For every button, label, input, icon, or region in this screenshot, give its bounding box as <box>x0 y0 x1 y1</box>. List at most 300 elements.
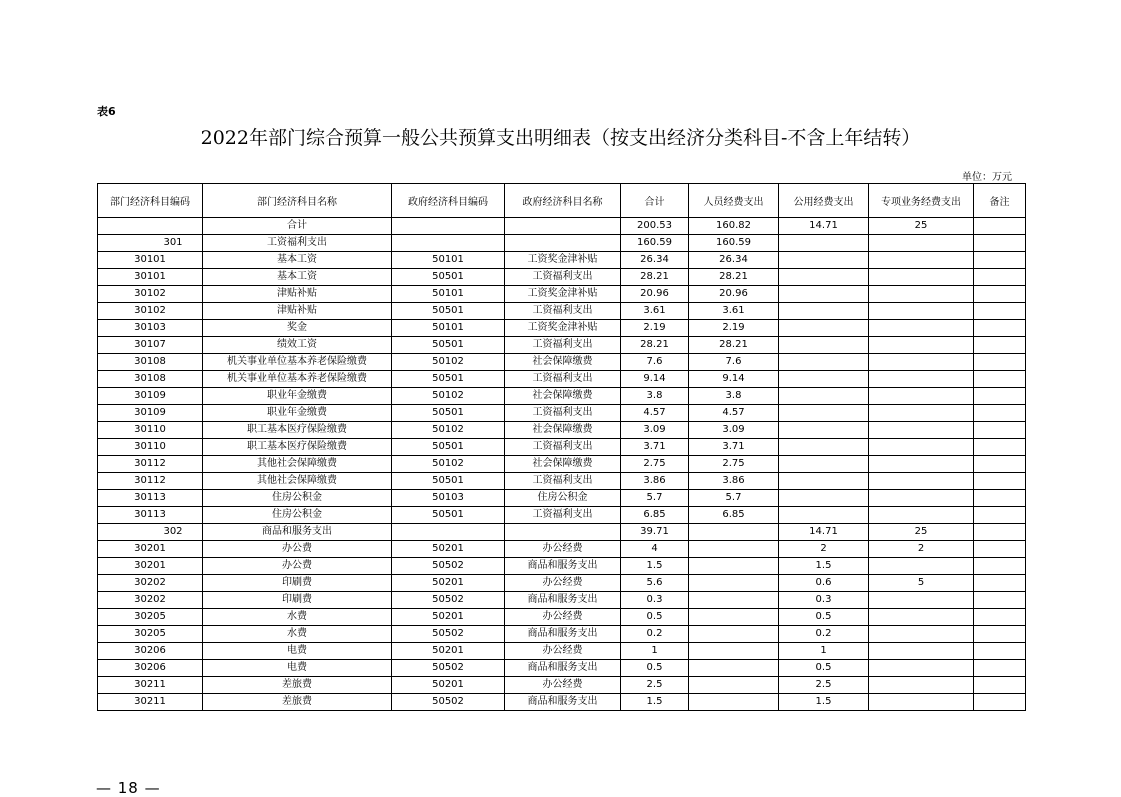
personnel-cell <box>689 609 779 626</box>
gov-name-cell: 社会保障缴费 <box>505 456 621 473</box>
personnel-cell: 160.82 <box>689 218 779 235</box>
special-cell <box>869 694 974 711</box>
personnel-cell: 26.34 <box>689 252 779 269</box>
public-cell <box>779 337 869 354</box>
personnel-cell <box>689 677 779 694</box>
gov-code-cell: 50501 <box>392 371 505 388</box>
total-cell: 5.7 <box>621 490 689 507</box>
remarks-header: 备注 <box>974 184 1026 218</box>
dept-code-cell: 30202 <box>98 575 203 592</box>
gov-name-cell: 工资福利支出 <box>505 507 621 524</box>
dept-name-cell: 绩效工资 <box>203 337 392 354</box>
total-cell: 39.71 <box>621 524 689 541</box>
gov-code-cell: 50501 <box>392 405 505 422</box>
gov-code-cell: 50201 <box>392 541 505 558</box>
public-cell <box>779 507 869 524</box>
dept-name-cell: 办公费 <box>203 541 392 558</box>
total-cell: 6.85 <box>621 507 689 524</box>
personnel-cell: 3.71 <box>689 439 779 456</box>
page-number: — 18 — <box>96 779 161 797</box>
total-cell: 1 <box>621 643 689 660</box>
remarks-cell <box>974 371 1026 388</box>
special-cell <box>869 286 974 303</box>
dept-code-cell: 30112 <box>98 473 203 490</box>
public-cell <box>779 473 869 490</box>
gov-code-cell: 50501 <box>392 473 505 490</box>
special-cell <box>869 660 974 677</box>
remarks-cell <box>974 575 1026 592</box>
personnel-cell <box>689 626 779 643</box>
table-row <box>98 320 1026 337</box>
gov-name-header: 政府经济科目名称 <box>505 184 621 218</box>
personnel-cell <box>689 524 779 541</box>
total-cell: 4 <box>621 541 689 558</box>
gov-name-cell <box>505 524 621 541</box>
dept-code-cell: 302 <box>98 524 203 541</box>
table-row <box>98 405 1026 422</box>
gov-code-cell: 50102 <box>392 456 505 473</box>
budget-detail-table <box>97 183 1026 711</box>
total-cell: 1.5 <box>621 694 689 711</box>
table-row <box>98 422 1026 439</box>
dept-name-cell: 机关事业单位基本养老保险缴费 <box>203 354 392 371</box>
gov-name-cell: 办公经费 <box>505 643 621 660</box>
table-row <box>98 660 1026 677</box>
table-row <box>98 354 1026 371</box>
special-cell <box>869 388 974 405</box>
table-row <box>98 626 1026 643</box>
gov-code-cell <box>392 524 505 541</box>
dept-name-cell: 津贴补贴 <box>203 286 392 303</box>
table-row <box>98 592 1026 609</box>
remarks-cell <box>974 422 1026 439</box>
total-cell: 9.14 <box>621 371 689 388</box>
dept-code-cell: 30211 <box>98 677 203 694</box>
total-cell: 1.5 <box>621 558 689 575</box>
dept-code-header: 部门经济科目编码 <box>98 184 203 218</box>
table-header-row <box>98 184 1026 218</box>
special-header: 专项业务经费支出 <box>869 184 974 218</box>
gov-name-cell: 工资福利支出 <box>505 303 621 320</box>
total-cell: 20.96 <box>621 286 689 303</box>
remarks-cell <box>974 320 1026 337</box>
total-cell: 26.34 <box>621 252 689 269</box>
dept-code-cell: 30211 <box>98 694 203 711</box>
total-cell: 3.09 <box>621 422 689 439</box>
gov-name-cell: 工资福利支出 <box>505 269 621 286</box>
remarks-cell <box>974 337 1026 354</box>
gov-name-cell: 工资福利支出 <box>505 473 621 490</box>
gov-code-cell: 50201 <box>392 609 505 626</box>
special-cell <box>869 252 974 269</box>
dept-name-cell: 基本工资 <box>203 269 392 286</box>
gov-code-cell: 50502 <box>392 626 505 643</box>
dept-name-cell: 职业年金缴费 <box>203 388 392 405</box>
total-cell: 5.6 <box>621 575 689 592</box>
public-cell: 0.5 <box>779 660 869 677</box>
table-number: 表6 <box>97 105 116 118</box>
special-cell: 25 <box>869 524 974 541</box>
special-cell <box>869 626 974 643</box>
dept-name-cell: 差旅费 <box>203 677 392 694</box>
gov-name-cell: 工资福利支出 <box>505 371 621 388</box>
special-cell <box>869 558 974 575</box>
remarks-cell <box>974 694 1026 711</box>
gov-code-cell: 50502 <box>392 694 505 711</box>
table-row <box>98 643 1026 660</box>
dept-name-cell: 电费 <box>203 660 392 677</box>
personnel-cell: 3.86 <box>689 473 779 490</box>
gov-name-cell: 工资福利支出 <box>505 439 621 456</box>
total-cell: 2.5 <box>621 677 689 694</box>
personnel-cell: 2.19 <box>689 320 779 337</box>
special-cell <box>869 337 974 354</box>
personnel-cell: 160.59 <box>689 235 779 252</box>
dept-name-cell: 职业年金缴费 <box>203 405 392 422</box>
total-cell: 3.8 <box>621 388 689 405</box>
personnel-cell <box>689 592 779 609</box>
gov-code-cell: 50502 <box>392 592 505 609</box>
personnel-cell: 3.8 <box>689 388 779 405</box>
personnel-cell: 9.14 <box>689 371 779 388</box>
table-row <box>98 252 1026 269</box>
dept-code-cell: 30108 <box>98 371 203 388</box>
public-cell <box>779 269 869 286</box>
special-cell <box>869 269 974 286</box>
table-row <box>98 439 1026 456</box>
total-cell: 200.53 <box>621 218 689 235</box>
remarks-cell <box>974 252 1026 269</box>
remarks-cell <box>974 609 1026 626</box>
table-row <box>98 235 1026 252</box>
public-header: 公用经费支出 <box>779 184 869 218</box>
remarks-cell <box>974 218 1026 235</box>
gov-code-cell: 50103 <box>392 490 505 507</box>
gov-name-cell: 商品和服务支出 <box>505 558 621 575</box>
unit-label: 单位：万元 <box>962 172 1012 183</box>
personnel-cell <box>689 660 779 677</box>
dept-name-cell: 办公费 <box>203 558 392 575</box>
total-cell: 28.21 <box>621 337 689 354</box>
gov-name-cell: 办公经费 <box>505 541 621 558</box>
table-row <box>98 558 1026 575</box>
dept-name-cell: 印刷费 <box>203 592 392 609</box>
public-cell: 0.6 <box>779 575 869 592</box>
personnel-cell <box>689 575 779 592</box>
special-cell <box>869 235 974 252</box>
gov-code-cell: 50501 <box>392 303 505 320</box>
public-cell: 2 <box>779 541 869 558</box>
special-cell <box>869 303 974 320</box>
dept-name-cell: 津贴补贴 <box>203 303 392 320</box>
dept-name-cell: 基本工资 <box>203 252 392 269</box>
special-cell: 5 <box>869 575 974 592</box>
public-cell <box>779 388 869 405</box>
personnel-cell <box>689 541 779 558</box>
public-cell <box>779 422 869 439</box>
total-cell: 2.19 <box>621 320 689 337</box>
remarks-cell <box>974 405 1026 422</box>
remarks-cell <box>974 286 1026 303</box>
remarks-cell <box>974 677 1026 694</box>
table-row <box>98 524 1026 541</box>
table-row <box>98 490 1026 507</box>
public-cell <box>779 456 869 473</box>
public-cell: 0.2 <box>779 626 869 643</box>
total-cell: 0.5 <box>621 660 689 677</box>
public-cell <box>779 303 869 320</box>
gov-name-cell: 工资奖金津补贴 <box>505 286 621 303</box>
personnel-cell: 4.57 <box>689 405 779 422</box>
gov-code-cell: 50101 <box>392 320 505 337</box>
remarks-cell <box>974 235 1026 252</box>
public-cell: 1.5 <box>779 558 869 575</box>
dept-name-cell: 水费 <box>203 609 392 626</box>
special-cell <box>869 473 974 490</box>
dept-code-cell: 30206 <box>98 643 203 660</box>
gov-name-cell <box>505 235 621 252</box>
special-cell <box>869 371 974 388</box>
special-cell <box>869 643 974 660</box>
dept-code-cell: 30107 <box>98 337 203 354</box>
table-row <box>98 677 1026 694</box>
public-cell: 1 <box>779 643 869 660</box>
gov-name-cell: 商品和服务支出 <box>505 660 621 677</box>
table-row <box>98 456 1026 473</box>
total-cell: 3.71 <box>621 439 689 456</box>
dept-code-cell: 30101 <box>98 269 203 286</box>
remarks-cell <box>974 541 1026 558</box>
table-row <box>98 286 1026 303</box>
remarks-cell <box>974 558 1026 575</box>
dept-code-cell: 30108 <box>98 354 203 371</box>
remarks-cell <box>974 643 1026 660</box>
dept-name-cell: 奖金 <box>203 320 392 337</box>
remarks-cell <box>974 660 1026 677</box>
special-cell <box>869 354 974 371</box>
gov-name-cell <box>505 218 621 235</box>
dept-code-cell <box>98 218 203 235</box>
public-cell <box>779 490 869 507</box>
dept-name-cell: 印刷费 <box>203 575 392 592</box>
public-cell: 14.71 <box>779 524 869 541</box>
table-body <box>98 218 1026 711</box>
public-cell <box>779 252 869 269</box>
remarks-cell <box>974 592 1026 609</box>
remarks-cell <box>974 269 1026 286</box>
personnel-cell: 3.61 <box>689 303 779 320</box>
dept-code-cell: 30109 <box>98 388 203 405</box>
personnel-cell: 3.09 <box>689 422 779 439</box>
total-cell: 160.59 <box>621 235 689 252</box>
table-row <box>98 337 1026 354</box>
personnel-cell <box>689 558 779 575</box>
personnel-cell <box>689 694 779 711</box>
dept-name-cell: 住房公积金 <box>203 490 392 507</box>
dept-name-cell: 机关事业单位基本养老保险缴费 <box>203 371 392 388</box>
gov-name-cell: 商品和服务支出 <box>505 626 621 643</box>
special-cell <box>869 490 974 507</box>
personnel-header: 人员经费支出 <box>689 184 779 218</box>
dept-code-cell: 30113 <box>98 490 203 507</box>
gov-name-cell: 住房公积金 <box>505 490 621 507</box>
remarks-cell <box>974 524 1026 541</box>
dept-code-cell: 301 <box>98 235 203 252</box>
remarks-cell <box>974 388 1026 405</box>
dept-code-cell: 30201 <box>98 541 203 558</box>
total-cell: 0.3 <box>621 592 689 609</box>
dept-code-cell: 30112 <box>98 456 203 473</box>
gov-code-cell: 50101 <box>392 286 505 303</box>
gov-name-cell: 社会保障缴费 <box>505 422 621 439</box>
gov-code-cell: 50102 <box>392 422 505 439</box>
remarks-cell <box>974 473 1026 490</box>
special-cell <box>869 422 974 439</box>
total-cell: 2.75 <box>621 456 689 473</box>
special-cell <box>869 609 974 626</box>
public-cell: 1.5 <box>779 694 869 711</box>
table-row <box>98 575 1026 592</box>
gov-code-header: 政府经济科目编码 <box>392 184 505 218</box>
remarks-cell <box>974 626 1026 643</box>
table-row <box>98 609 1026 626</box>
table-row <box>98 694 1026 711</box>
dept-name-cell: 其他社会保障缴费 <box>203 473 392 490</box>
table-row <box>98 303 1026 320</box>
dept-code-cell: 30205 <box>98 609 203 626</box>
gov-code-cell: 50102 <box>392 354 505 371</box>
remarks-cell <box>974 490 1026 507</box>
dept-code-cell: 30206 <box>98 660 203 677</box>
dept-name-cell: 住房公积金 <box>203 507 392 524</box>
gov-name-cell: 办公经费 <box>505 609 621 626</box>
dept-code-cell: 30102 <box>98 286 203 303</box>
special-cell: 25 <box>869 218 974 235</box>
gov-name-cell: 商品和服务支出 <box>505 694 621 711</box>
remarks-cell <box>974 439 1026 456</box>
dept-name-cell: 差旅费 <box>203 694 392 711</box>
dept-code-cell: 30202 <box>98 592 203 609</box>
table-row <box>98 388 1026 405</box>
dept-name-cell: 职工基本医疗保险缴费 <box>203 439 392 456</box>
table-row <box>98 507 1026 524</box>
public-cell <box>779 235 869 252</box>
special-cell <box>869 405 974 422</box>
dept-code-cell: 30201 <box>98 558 203 575</box>
dept-code-cell: 30205 <box>98 626 203 643</box>
personnel-cell: 5.7 <box>689 490 779 507</box>
remarks-cell <box>974 354 1026 371</box>
public-cell: 2.5 <box>779 677 869 694</box>
total-cell: 3.61 <box>621 303 689 320</box>
dept-code-cell: 30110 <box>98 422 203 439</box>
dept-code-cell: 30109 <box>98 405 203 422</box>
gov-name-cell: 工资奖金津补贴 <box>505 320 621 337</box>
special-cell <box>869 507 974 524</box>
public-cell <box>779 354 869 371</box>
table-row <box>98 473 1026 490</box>
remarks-cell <box>974 303 1026 320</box>
public-cell: 0.5 <box>779 609 869 626</box>
public-cell <box>779 371 869 388</box>
total-cell: 7.6 <box>621 354 689 371</box>
gov-name-cell: 工资福利支出 <box>505 405 621 422</box>
gov-code-cell: 50201 <box>392 643 505 660</box>
dept-code-cell: 30113 <box>98 507 203 524</box>
special-cell: 2 <box>869 541 974 558</box>
table-row <box>98 218 1026 235</box>
page-title: 2022年部门综合预算一般公共预算支出明细表（按支出经济分类科目-不含上年结转） <box>200 127 921 149</box>
gov-code-cell: 50102 <box>392 388 505 405</box>
personnel-cell: 28.21 <box>689 337 779 354</box>
gov-name-cell: 办公经费 <box>505 575 621 592</box>
total-cell: 28.21 <box>621 269 689 286</box>
table-row <box>98 541 1026 558</box>
personnel-cell: 20.96 <box>689 286 779 303</box>
total-cell: 3.86 <box>621 473 689 490</box>
dept-code-cell: 30101 <box>98 252 203 269</box>
gov-code-cell: 50201 <box>392 677 505 694</box>
total-cell: 0.2 <box>621 626 689 643</box>
dept-name-cell: 职工基本医疗保险缴费 <box>203 422 392 439</box>
special-cell <box>869 439 974 456</box>
gov-name-cell: 社会保障缴费 <box>505 354 621 371</box>
special-cell <box>869 592 974 609</box>
personnel-cell: 2.75 <box>689 456 779 473</box>
special-cell <box>869 677 974 694</box>
personnel-cell: 7.6 <box>689 354 779 371</box>
dept-name-cell: 水费 <box>203 626 392 643</box>
dept-code-cell: 30103 <box>98 320 203 337</box>
gov-code-cell: 50501 <box>392 269 505 286</box>
remarks-cell <box>974 456 1026 473</box>
dept-code-cell: 30102 <box>98 303 203 320</box>
personnel-cell: 6.85 <box>689 507 779 524</box>
gov-name-cell: 社会保障缴费 <box>505 388 621 405</box>
public-cell <box>779 320 869 337</box>
dept-name-header: 部门经济科目名称 <box>203 184 392 218</box>
public-cell: 14.71 <box>779 218 869 235</box>
special-cell <box>869 456 974 473</box>
personnel-cell: 28.21 <box>689 269 779 286</box>
dept-code-cell: 30110 <box>98 439 203 456</box>
dept-name-cell: 电费 <box>203 643 392 660</box>
public-cell <box>779 405 869 422</box>
table-row <box>98 371 1026 388</box>
total-cell: 0.5 <box>621 609 689 626</box>
dept-name-cell: 商品和服务支出 <box>203 524 392 541</box>
dept-name-cell: 工资福利支出 <box>203 235 392 252</box>
gov-code-cell: 50101 <box>392 252 505 269</box>
gov-name-cell: 工资福利支出 <box>505 337 621 354</box>
gov-code-cell: 50501 <box>392 439 505 456</box>
gov-code-cell <box>392 218 505 235</box>
gov-code-cell: 50502 <box>392 558 505 575</box>
dept-name-cell: 其他社会保障缴费 <box>203 456 392 473</box>
remarks-cell <box>974 507 1026 524</box>
gov-name-cell: 工资奖金津补贴 <box>505 252 621 269</box>
gov-name-cell: 商品和服务支出 <box>505 592 621 609</box>
gov-code-cell: 50501 <box>392 337 505 354</box>
special-cell <box>869 320 974 337</box>
table-row <box>98 269 1026 286</box>
gov-code-cell <box>392 235 505 252</box>
public-cell: 0.3 <box>779 592 869 609</box>
gov-code-cell: 50502 <box>392 660 505 677</box>
total-cell: 4.57 <box>621 405 689 422</box>
total-header: 合计 <box>621 184 689 218</box>
dept-name-cell: 合计 <box>203 218 392 235</box>
